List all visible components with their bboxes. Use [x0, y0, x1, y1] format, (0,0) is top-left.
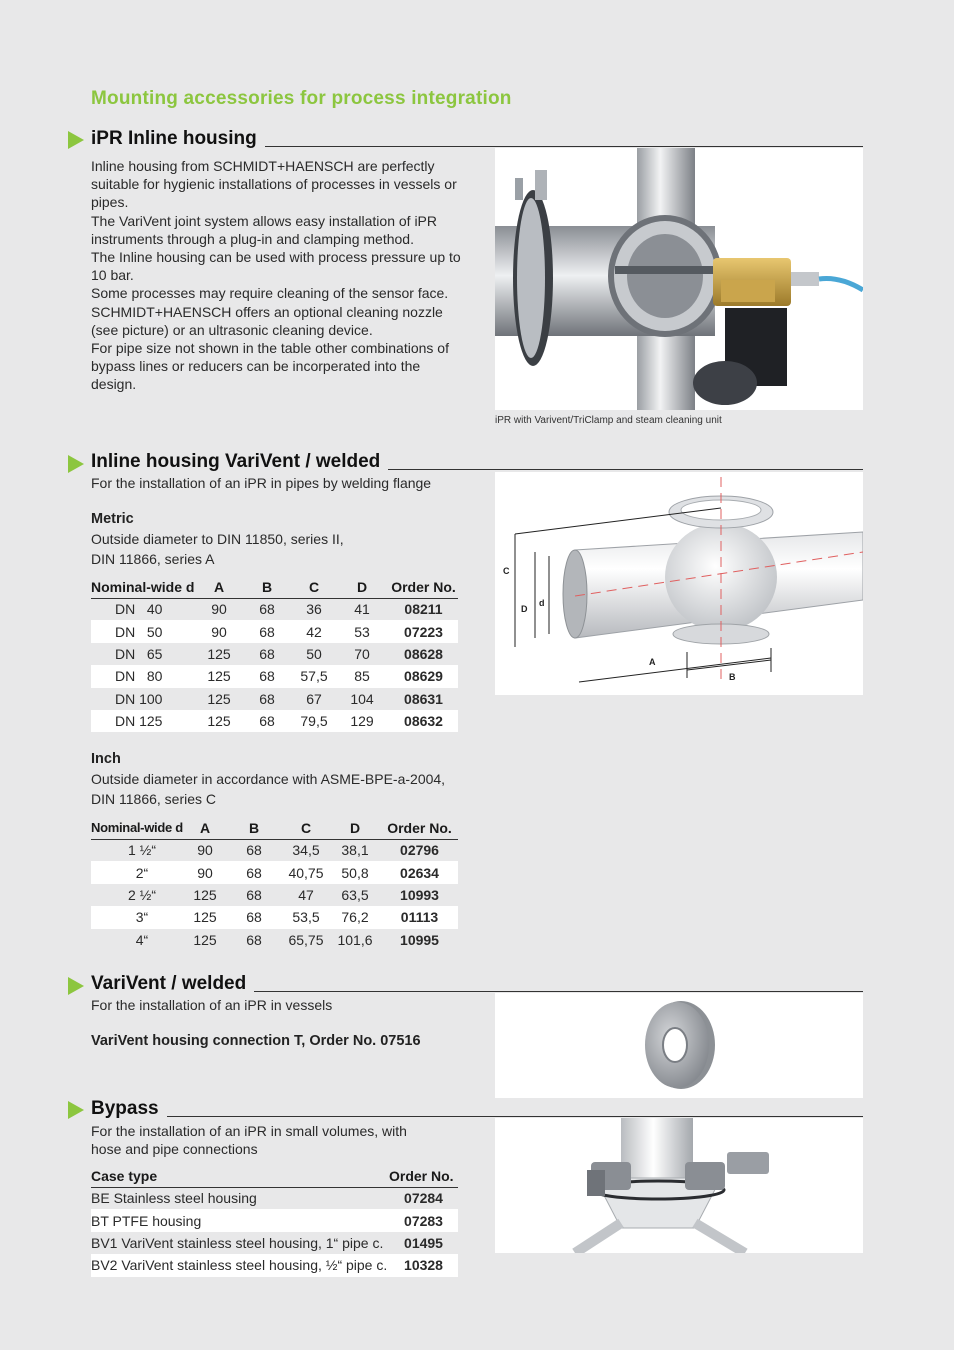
table-cell: 68 — [246, 931, 262, 948]
table-row — [91, 643, 458, 665]
table-cell: 68 — [225, 861, 283, 883]
table-row — [91, 861, 458, 883]
column-header: C — [293, 576, 335, 598]
section-subtitle: For the installation of an iPR in pipes by welding flange — [91, 475, 432, 491]
table-cell: DN 125 — [91, 710, 197, 732]
bypass-table — [91, 1165, 458, 1277]
table-cell: 40,75 — [283, 861, 329, 883]
order-number-cell: 07223 — [389, 620, 458, 642]
order-number-cell: 07283 — [389, 1209, 458, 1231]
table-row — [91, 929, 458, 951]
table-header-row — [91, 817, 458, 839]
section-arrow-icon — [68, 977, 84, 995]
bypass-photo — [495, 1118, 863, 1253]
table-cell: 125 — [197, 665, 241, 687]
table-cell: 36 — [306, 601, 322, 618]
metric-desc-line: DIN 11866, series A — [91, 551, 215, 568]
column-header: A — [197, 576, 241, 598]
table-cell: 125 — [197, 710, 241, 732]
case-type-cell: BE Stainless steel housing — [91, 1190, 257, 1207]
order-number-cell: 08631 — [404, 690, 443, 707]
inline-housing-drawing — [495, 472, 863, 695]
column-header: Case type — [91, 1165, 389, 1187]
table-cell: 68 — [246, 842, 262, 859]
table-cell: 70 — [354, 645, 370, 662]
table-cell: 68 — [246, 886, 262, 903]
inch-desc-line: Outside diameter in accordance with ASME-BPE-a-2004, — [91, 771, 446, 787]
table-row — [91, 1232, 458, 1254]
table-cell: 90 — [197, 842, 213, 859]
order-number-cell: 02796 — [400, 842, 439, 859]
table-row — [91, 598, 458, 620]
table-cell: 125 — [207, 690, 231, 707]
table-cell: 125 — [207, 645, 231, 662]
ipr-inline-description — [91, 157, 461, 394]
order-number-cell: 01495 — [404, 1234, 443, 1251]
section-divider — [91, 1116, 863, 1117]
table-cell: 4“ — [135, 931, 149, 948]
table-cell: 38,1 — [341, 842, 369, 859]
table-row — [91, 620, 458, 642]
order-number-cell: 08629 — [389, 665, 458, 687]
table-row — [91, 710, 458, 732]
order-number-cell: 10328 — [389, 1254, 458, 1276]
table-cell: 90 — [197, 620, 241, 642]
table-row — [91, 665, 458, 687]
metric-description — [91, 530, 461, 568]
bypass-description — [91, 1122, 471, 1158]
table-cell: 1 ½“ — [127, 842, 156, 859]
column-header: D — [335, 576, 389, 598]
order-number-cell: 08632 — [389, 710, 458, 732]
bypass-desc-line: For the installation of an iPR in small volumes, with — [91, 1123, 407, 1139]
table-cell: 41 — [354, 601, 370, 618]
table-cell: 68 — [259, 601, 275, 618]
table-cell: 101,6 — [337, 931, 373, 948]
bypass-desc-line: hose and pipe connections — [91, 1141, 258, 1158]
table-header-row — [91, 576, 458, 598]
table-cell: DN 65 — [115, 645, 163, 662]
photo-caption: iPR with Varivent/TriClamp and steam cleaning unit — [495, 415, 722, 426]
dimension-label-a: A — [649, 657, 656, 667]
table-cell: 90 — [211, 601, 227, 618]
case-type-cell: BV2 VariVent stainless steel housing, ½“ pipe c. — [91, 1254, 389, 1276]
table-cell: 65,75 — [288, 931, 324, 948]
varivent-ring-photo — [495, 993, 863, 1098]
order-number-cell: 10995 — [400, 931, 439, 948]
table-cell: 47 — [298, 886, 314, 903]
table-row — [91, 1209, 458, 1231]
table-cell: DN 100 — [115, 690, 163, 707]
metric-label: Metric — [91, 511, 134, 527]
column-header: D — [329, 817, 381, 839]
inch-description — [91, 770, 471, 808]
order-number-cell: 08211 — [404, 601, 443, 618]
column-header: Order No. — [389, 1165, 458, 1187]
column-header: Order No. — [381, 817, 458, 839]
order-number-cell: 02634 — [381, 861, 458, 883]
section-heading-varivent-welded: VariVent / welded — [91, 973, 254, 995]
dimension-label-d: d — [539, 598, 545, 608]
dimension-drawing-illustration — [495, 472, 863, 695]
table-row — [91, 839, 458, 861]
column-header: Order No. — [389, 576, 458, 598]
inch-table — [91, 817, 458, 951]
table-cell: 68 — [241, 710, 293, 732]
paragraph: The Inline housing can be used with process pressure up to 10 bar. — [91, 249, 461, 284]
column-header: B — [225, 817, 283, 839]
dimension-label-c: C — [503, 566, 510, 576]
paragraph: For pipe size not shown in the table other combinations of bypass lines or reducers can be incorperated into the design. — [91, 340, 449, 393]
metric-desc-line: Outside diameter to DIN 11850, series II, — [91, 531, 344, 547]
table-cell: DN 50 — [91, 620, 197, 642]
paragraph: The VariVent joint system allows easy installation of iPR instruments through a plug-in and clamping method. — [91, 212, 438, 247]
table-cell: 67 — [306, 690, 322, 707]
table-cell: 68 — [259, 690, 275, 707]
table-cell: 3“ — [91, 906, 185, 928]
table-cell: 2 ½“ — [127, 886, 156, 903]
order-number-cell: 08628 — [404, 645, 443, 662]
table-cell: 57,5 — [293, 665, 335, 687]
dimension-label-D: D — [521, 604, 528, 614]
order-number-cell: 10993 — [400, 886, 439, 903]
order-number-cell: 07284 — [404, 1190, 443, 1207]
section-arrow-icon — [68, 455, 84, 473]
section-arrow-icon — [68, 1101, 84, 1119]
table-cell: 63,5 — [341, 886, 369, 903]
paragraph: Inline housing from SCHMIDT+HAENSCH are perfectly suitable for hygienic installations of processes in vessels or pipes. — [91, 158, 457, 211]
inch-label: Inch — [91, 751, 121, 767]
table-row — [91, 884, 458, 906]
table-row — [91, 1254, 458, 1276]
section-arrow-icon — [68, 131, 84, 149]
ring-illustration — [495, 993, 863, 1098]
section-heading-bypass: Bypass — [91, 1098, 167, 1120]
table-row — [91, 1187, 458, 1209]
table-row — [91, 906, 458, 928]
column-header: A — [185, 817, 225, 839]
table-cell: 90 — [185, 861, 225, 883]
table-cell: 68 — [241, 620, 293, 642]
table-cell: 125 — [193, 931, 217, 948]
section-heading-inline-varivent: Inline housing VariVent / welded — [91, 451, 388, 473]
table-cell: 68 — [225, 906, 283, 928]
ipr-inline-photo — [495, 148, 863, 410]
table-cell: 50,8 — [329, 861, 381, 883]
section-subtitle: For the installation of an iPR in vessels — [91, 997, 333, 1013]
table-cell: 34,5 — [292, 842, 320, 859]
table-row — [91, 688, 458, 710]
table-cell: 129 — [335, 710, 389, 732]
bypass-housing-illustration — [495, 1118, 863, 1253]
paragraph: Some processes may require cleaning of the sensor face. SCHMIDT+HAENSCH offers an optional cleaning nozzle (see picture) or an ultrasonic cleaning device. — [91, 285, 449, 338]
table-cell: 53,5 — [283, 906, 329, 928]
table-cell: 76,2 — [329, 906, 381, 928]
metric-table — [91, 576, 458, 732]
table-cell: 125 — [185, 906, 225, 928]
ipr-housing-illustration — [495, 148, 863, 410]
table-cell: 53 — [335, 620, 389, 642]
table-cell: DN 80 — [91, 665, 197, 687]
column-header: Nominal-wide d — [91, 817, 185, 839]
table-cell: 50 — [306, 645, 322, 662]
case-type-cell: BV1 VariVent stainless steel housing, 1“ pipe c. — [91, 1234, 384, 1251]
table-cell: 125 — [193, 886, 217, 903]
page-title: Mounting accessories for process integration — [91, 88, 512, 109]
table-cell: 68 — [259, 645, 275, 662]
varivent-connection-label: VariVent housing connection T, Order No. 07516 — [91, 1033, 421, 1049]
inch-desc-line: DIN 11866, series C — [91, 791, 217, 808]
table-cell: 79,5 — [293, 710, 335, 732]
column-header: Nominal-wide d — [91, 576, 197, 598]
case-type-cell: BT PTFE housing — [91, 1209, 389, 1231]
table-cell: 85 — [335, 665, 389, 687]
column-header: C — [283, 817, 329, 839]
table-cell: 2“ — [91, 861, 185, 883]
order-number-cell: 01113 — [381, 906, 458, 928]
dimension-label-b: B — [729, 672, 736, 682]
table-cell: 68 — [241, 665, 293, 687]
table-cell: DN 40 — [115, 601, 163, 618]
section-heading-ipr-inline: iPR Inline housing — [91, 128, 265, 150]
table-cell: 42 — [293, 620, 335, 642]
column-header: B — [241, 576, 293, 598]
table-cell: 104 — [350, 690, 374, 707]
table-header-row — [91, 1165, 458, 1187]
